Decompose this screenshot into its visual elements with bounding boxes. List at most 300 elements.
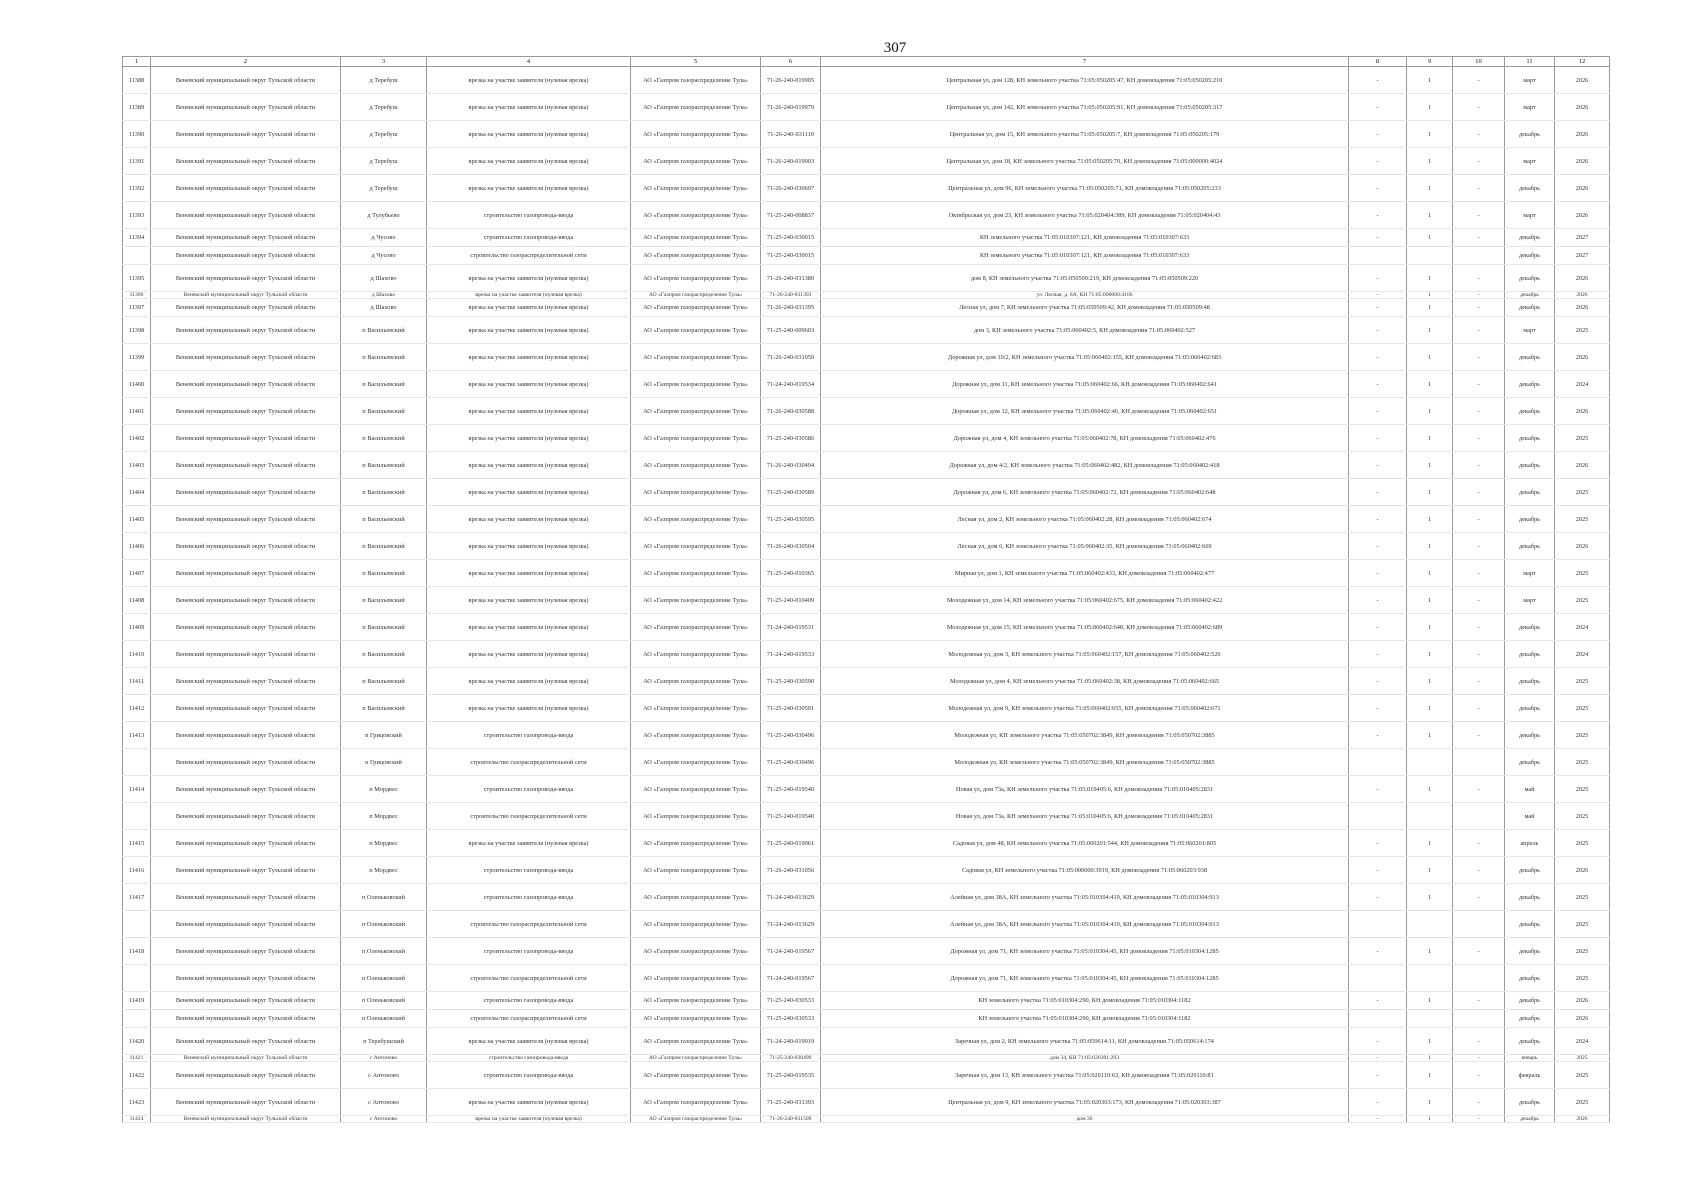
cell-month: декабрь: [1505, 1089, 1555, 1116]
cell-col-10: -: [1453, 587, 1505, 614]
cell-month: декабрь: [1505, 425, 1555, 452]
cell-settlement: п Мордвес: [341, 830, 427, 857]
cell-count: 1: [1407, 776, 1453, 803]
cell-application-number: 71-25-240-030591: [761, 695, 821, 722]
cell-application-number: 71-25-240-019061: [761, 830, 821, 857]
cell-work-type: строительство газопровода-ввода: [427, 1062, 631, 1089]
cell-year: 2025: [1555, 425, 1610, 452]
cell-municipality: Веневский муниципальный округ Тульской области: [151, 938, 341, 965]
cell-application-number: 71-24-240-019531: [761, 614, 821, 641]
cell-col-10: -: [1453, 776, 1505, 803]
cell-col-8: -: [1349, 148, 1407, 175]
cell-municipality: Веневский муниципальный округ Тульской области: [151, 641, 341, 668]
cell-work-type: строительство газораспределительной сети: [427, 1010, 631, 1028]
cell-count: 1: [1407, 371, 1453, 398]
cell-address: КН земельного участка 71:05:010304:290, КН домовладения 71:05:010304:1182: [821, 992, 1349, 1010]
cell-year: 2026: [1555, 344, 1610, 371]
cell-organization: АО «Газпром газораспределение Тула»: [631, 344, 761, 371]
cell-address: Молодежная ул, дом 14, КН земельного участка 71:05:060402:675, КН домовладения 71:05:060402:422: [821, 587, 1349, 614]
cell-col-8: -: [1349, 344, 1407, 371]
cell-work-type: строительство газопровода-ввода: [427, 884, 631, 911]
cell-application-number: 71-25-240-030015: [761, 247, 821, 265]
cell-settlement: с Антоново: [341, 1089, 427, 1116]
cell-year: 2025: [1555, 938, 1610, 965]
cell-year: 2026: [1555, 292, 1610, 299]
cell-year: 2026: [1555, 533, 1610, 560]
cell-organization: АО «Газпром газораспределение Тула»: [631, 299, 761, 317]
cell-work-type: врезка на участке заявителя (нулевая врезка): [427, 668, 631, 695]
cell-count: 1: [1407, 857, 1453, 884]
cell-municipality: Веневский муниципальный округ Тульской области: [151, 121, 341, 148]
cell-col-10: -: [1453, 299, 1505, 317]
cell-month: декабрь: [1505, 175, 1555, 202]
cell-settlement: д Теребуш: [341, 67, 427, 94]
cell-col-8: -: [1349, 1116, 1407, 1123]
cell-col-10: -: [1453, 506, 1505, 533]
cell-municipality: Веневский муниципальный округ Тульской области: [151, 749, 341, 776]
cell-settlement: п Васильевский: [341, 587, 427, 614]
cell-month: декабрь: [1505, 506, 1555, 533]
cell-row-number: 11393: [123, 202, 151, 229]
cell-col-8: [1349, 803, 1407, 830]
cell-year: 2026: [1555, 265, 1610, 292]
cell-organization: АО «Газпром газораспределение Тула»: [631, 857, 761, 884]
cell-organization: АО «Газпром газораспределение Тула»: [631, 749, 761, 776]
cell-work-type: врезка на участке заявителя (нулевая врезка): [427, 506, 631, 533]
cell-count: [1407, 749, 1453, 776]
cell-row-number: 11398: [123, 317, 151, 344]
table-row: [123, 1010, 1610, 1028]
cell-work-type: врезка на участке заявителя (нулевая врезка): [427, 425, 631, 452]
cell-col-10: -: [1453, 148, 1505, 175]
cell-month: май: [1505, 803, 1555, 830]
column-header-5: 5: [631, 57, 761, 67]
cell-col-8: [1349, 247, 1407, 265]
cell-organization: АО «Газпром газораспределение Тула»: [631, 229, 761, 247]
cell-municipality: Веневский муниципальный округ Тульской области: [151, 722, 341, 749]
cell-address: Дорожная ул, дом 4, КН земельного участка 71:05:060402:78, КН домовладения 71:05:060402:476: [821, 425, 1349, 452]
page-number: 307: [883, 40, 907, 56]
cell-col-10: -: [1453, 425, 1505, 452]
cell-organization: АО «Газпром газораспределение Тула»: [631, 479, 761, 506]
cell-year: 2024: [1555, 641, 1610, 668]
cell-address: Заречная ул, дом 2, КН земельного участка 71:05:050614:11, КН домовладения 71:05:050614:174: [821, 1028, 1349, 1055]
cell-settlement: п Васильевский: [341, 533, 427, 560]
cell-settlement: д Теребуш: [341, 148, 427, 175]
cell-settlement: п Васильевский: [341, 398, 427, 425]
cell-col-10: -: [1453, 344, 1505, 371]
table-row: [123, 587, 1610, 614]
cell-year: 2025: [1555, 668, 1610, 695]
cell-address: КН земельного участка 71:05:010304:290, КН домовладения 71:05:010304:1182: [821, 1010, 1349, 1028]
cell-month: декабрь: [1505, 292, 1555, 299]
cell-settlement: п Оленьковский: [341, 992, 427, 1010]
cell-col-10: [1453, 749, 1505, 776]
cell-organization: АО «Газпром газораспределение Тула»: [631, 265, 761, 292]
cell-month: декабрь: [1505, 1116, 1555, 1123]
cell-municipality: Веневский муниципальный округ Тульской области: [151, 776, 341, 803]
cell-count: 1: [1407, 398, 1453, 425]
cell-organization: АО «Газпром газораспределение Тула»: [631, 1062, 761, 1089]
cell-col-8: -: [1349, 265, 1407, 292]
cell-organization: АО «Газпром газораспределение Тула»: [631, 425, 761, 452]
cell-municipality: Веневский муниципальный округ Тульской области: [151, 668, 341, 695]
cell-col-10: -: [1453, 992, 1505, 1010]
table-row: [123, 695, 1610, 722]
cell-year: 2026: [1555, 94, 1610, 121]
cell-municipality: Веневский муниципальный округ Тульской области: [151, 1116, 341, 1123]
cell-address: Лесная ул, дом 7, КН земельного участка 71:05:050509:42, КН домовладения 71:05:050509:48: [821, 299, 1349, 317]
cell-work-type: врезка на участке заявителя (нулевая врезка): [427, 398, 631, 425]
cell-month: декабрь: [1505, 992, 1555, 1010]
cell-organization: АО «Газпром газораспределение Тула»: [631, 587, 761, 614]
cell-address: Дорожная ул, дом 71, КН земельного участка 71:05:010304:45, КН домовладения 71:05:010304:1285: [821, 965, 1349, 992]
cell-municipality: Веневский муниципальный округ Тульской области: [151, 884, 341, 911]
cell-col-8: -: [1349, 506, 1407, 533]
cell-col-10: -: [1453, 452, 1505, 479]
cell-row-number: 11410: [123, 641, 151, 668]
cell-settlement: п Васильевский: [341, 344, 427, 371]
cell-year: 2026: [1555, 148, 1610, 175]
cell-col-8: -: [1349, 292, 1407, 299]
cell-month: декабрь: [1505, 614, 1555, 641]
cell-col-10: -: [1453, 67, 1505, 94]
cell-settlement: д Теребуш: [341, 175, 427, 202]
cell-count: [1407, 247, 1453, 265]
cell-col-8: -: [1349, 560, 1407, 587]
cell-month: март: [1505, 317, 1555, 344]
cell-col-8: -: [1349, 830, 1407, 857]
cell-month: декабрь: [1505, 452, 1555, 479]
cell-application-number: 71-25-240-030586: [761, 425, 821, 452]
cell-application-number: 71-24-240-013629: [761, 884, 821, 911]
cell-col-10: [1453, 1010, 1505, 1028]
cell-settlement: п Васильевский: [341, 695, 427, 722]
cell-municipality: Веневский муниципальный округ Тульской области: [151, 533, 341, 560]
cell-year: 2024: [1555, 371, 1610, 398]
cell-col-8: -: [1349, 452, 1407, 479]
cell-col-8: -: [1349, 67, 1407, 94]
table-row: [123, 121, 1610, 148]
cell-application-number: 71-25-240-009603: [761, 317, 821, 344]
cell-work-type: врезка на участке заявителя (нулевая врезка): [427, 344, 631, 371]
cell-organization: АО «Газпром газораспределение Тула»: [631, 398, 761, 425]
cell-application-number: 71-25-240-030496: [761, 749, 821, 776]
cell-address: Новая ул, дом 73а, КН земельного участка 71:05:010405:6, КН домовладения 71:05:010405:2831: [821, 803, 1349, 830]
cell-col-10: [1453, 803, 1505, 830]
cell-organization: АО «Газпром газораспределение Тула»: [631, 1089, 761, 1116]
column-header-7: 7: [821, 57, 1349, 67]
cell-row-number: 11403: [123, 452, 151, 479]
cell-address: Мирная ул, дом 1, КН земельного участка 71:05:060402:433, КН домовладения 71:05:060402:477: [821, 560, 1349, 587]
cell-settlement: п Васильевский: [341, 425, 427, 452]
cell-organization: АО «Газпром газораспределение Тула»: [631, 560, 761, 587]
cell-year: 2025: [1555, 749, 1610, 776]
cell-application-number: 71-26-240-031050: [761, 344, 821, 371]
cell-address: КН земельного участка 71:05:010307:121, КН домовладения 71:05:010307:633: [821, 229, 1349, 247]
cell-count: 1: [1407, 299, 1453, 317]
cell-work-type: врезка на участке заявителя (нулевая врезка): [427, 614, 631, 641]
cell-col-10: -: [1453, 121, 1505, 148]
cell-month: декабрь: [1505, 229, 1555, 247]
cell-col-10: -: [1453, 614, 1505, 641]
table-row: [123, 299, 1610, 317]
cell-organization: АО «Газпром газораспределение Тула»: [631, 803, 761, 830]
cell-settlement: п Оленьковский: [341, 1010, 427, 1028]
cell-application-number: 71-26-240-031110: [761, 121, 821, 148]
cell-organization: АО «Газпром газораспределение Тула»: [631, 884, 761, 911]
cell-application-number: 71-25-240-030496: [761, 722, 821, 749]
cell-work-type: врезка на участке заявителя (нулевая врезка): [427, 371, 631, 398]
cell-work-type: врезка на участке заявителя (нулевая врезка): [427, 695, 631, 722]
cell-municipality: Веневский муниципальный округ Тульской области: [151, 425, 341, 452]
cell-municipality: Веневский муниципальный округ Тульской области: [151, 175, 341, 202]
cell-year: 2025: [1555, 1055, 1610, 1062]
cell-work-type: строительство газораспределительной сети: [427, 749, 631, 776]
cell-application-number: 71-25-240-019540: [761, 776, 821, 803]
table-row: [123, 965, 1610, 992]
cell-month: декабрь: [1505, 722, 1555, 749]
cell-organization: АО «Газпром газораспределение Тула»: [631, 668, 761, 695]
cell-row-number: 11395: [123, 265, 151, 292]
cell-month: декабрь: [1505, 371, 1555, 398]
cell-month: декабрь: [1505, 344, 1555, 371]
cell-col-8: -: [1349, 695, 1407, 722]
cell-address: Молодежная ул, КН земельного участка 71:05:050702:3849, КН домовладения 71:05:050702:3885: [821, 749, 1349, 776]
cell-col-8: -: [1349, 398, 1407, 425]
cell-application-number: 71-25-240-030533: [761, 1010, 821, 1028]
cell-settlement: п Васильевский: [341, 479, 427, 506]
cell-settlement: п Теребушский: [341, 1028, 427, 1055]
cell-row-number: 11424: [123, 1116, 151, 1123]
cell-col-8: -: [1349, 229, 1407, 247]
cell-row-number: 11404: [123, 479, 151, 506]
cell-application-number: 71-25-240-030595: [761, 506, 821, 533]
cell-year: 2027: [1555, 247, 1610, 265]
table-row: [123, 722, 1610, 749]
cell-col-10: -: [1453, 533, 1505, 560]
cell-year: 2026: [1555, 398, 1610, 425]
cell-settlement: д Чусово: [341, 247, 427, 265]
cell-month: март: [1505, 202, 1555, 229]
cell-col-8: -: [1349, 668, 1407, 695]
cell-month: февраль: [1505, 1062, 1555, 1089]
cell-application-number: 71-24-240-019533: [761, 641, 821, 668]
cell-organization: АО «Газпром газораспределение Тула»: [631, 1055, 761, 1062]
cell-count: 1: [1407, 884, 1453, 911]
cell-application-number: 71-25-240-010365: [761, 560, 821, 587]
cell-application-number: 71-25-240-008837: [761, 202, 821, 229]
table-row: [123, 247, 1610, 265]
cell-municipality: Веневский муниципальный округ Тульской области: [151, 67, 341, 94]
cell-row-number: 11418: [123, 938, 151, 965]
cell-col-8: -: [1349, 938, 1407, 965]
cell-application-number: 71-24-240-019567: [761, 965, 821, 992]
table-row: [123, 803, 1610, 830]
cell-organization: АО «Газпром газораспределение Тула»: [631, 992, 761, 1010]
cell-col-10: -: [1453, 94, 1505, 121]
cell-organization: АО «Газпром газораспределение Тула»: [631, 1028, 761, 1055]
cell-organization: АО «Газпром газораспределение Тула»: [631, 1010, 761, 1028]
cell-address: Садовая ул, дом 48, КН земельного участка 71:05:060201:544, КН домовладения 71:05:060201:805: [821, 830, 1349, 857]
table-row: [123, 371, 1610, 398]
cell-municipality: Веневский муниципальный округ Тульской области: [151, 247, 341, 265]
cell-organization: АО «Газпром газораспределение Тула»: [631, 67, 761, 94]
cell-year: 2025: [1555, 830, 1610, 857]
cell-year: 2025: [1555, 776, 1610, 803]
cell-count: 1: [1407, 94, 1453, 121]
cell-work-type: строительство газопровода-ввода: [427, 202, 631, 229]
cell-year: 2025: [1555, 317, 1610, 344]
cell-application-number: 71-25-240-030533: [761, 992, 821, 1010]
column-header-11: 11: [1505, 57, 1555, 67]
cell-col-8: -: [1349, 857, 1407, 884]
cell-month: декабрь: [1505, 641, 1555, 668]
cell-application-number: 71-24-240-019534: [761, 371, 821, 398]
cell-count: 1: [1407, 641, 1453, 668]
table-row: [123, 938, 1610, 965]
table-row: [123, 857, 1610, 884]
cell-settlement: д Шахово: [341, 292, 427, 299]
cell-count: 1: [1407, 1028, 1453, 1055]
cell-municipality: Веневский муниципальный округ Тульской области: [151, 265, 341, 292]
cell-row-number: [123, 803, 151, 830]
cell-count: 1: [1407, 722, 1453, 749]
cell-settlement: п Васильевский: [341, 668, 427, 695]
cell-settlement: п Оленьковский: [341, 938, 427, 965]
cell-municipality: Веневский муниципальный округ Тульской области: [151, 965, 341, 992]
cell-row-number: 11397: [123, 299, 151, 317]
cell-year: 2025: [1555, 587, 1610, 614]
cell-col-8: [1349, 911, 1407, 938]
cell-count: [1407, 911, 1453, 938]
cell-work-type: врезка на участке заявителя (нулевая врезка): [427, 587, 631, 614]
cell-work-type: врезка на участке заявителя (нулевая врезка): [427, 292, 631, 299]
cell-work-type: строительство газопровода-ввода: [427, 722, 631, 749]
cell-application-number: 71-26-240-019903: [761, 148, 821, 175]
cell-application-number: 71-26-240-031509: [761, 1116, 821, 1123]
cell-col-10: -: [1453, 1116, 1505, 1123]
cell-municipality: Веневский муниципальный округ Тульской области: [151, 830, 341, 857]
cell-municipality: Веневский муниципальный округ Тульской области: [151, 202, 341, 229]
cell-application-number: 71-26-240-031393: [761, 292, 821, 299]
cell-year: 2026: [1555, 67, 1610, 94]
cell-work-type: строительство газораспределительной сети: [427, 911, 631, 938]
cell-settlement: с Антоново: [341, 1116, 427, 1123]
cell-col-8: -: [1349, 479, 1407, 506]
cell-address: дом 34, КН 71:05:020301:293: [821, 1055, 1349, 1062]
cell-row-number: 11401: [123, 398, 151, 425]
cell-municipality: Веневский муниципальный округ Тульской области: [151, 911, 341, 938]
column-header-3: 3: [341, 57, 427, 67]
cell-col-8: -: [1349, 1089, 1407, 1116]
cell-settlement: п Мордвес: [341, 857, 427, 884]
cell-month: декабрь: [1505, 247, 1555, 265]
cell-month: декабрь: [1505, 299, 1555, 317]
cell-year: 2026: [1555, 992, 1610, 1010]
cell-row-number: 11409: [123, 614, 151, 641]
cell-year: 2025: [1555, 506, 1610, 533]
cell-count: 1: [1407, 452, 1453, 479]
cell-work-type: врезка на участке заявителя (нулевая врезка): [427, 148, 631, 175]
cell-address: Лесная ул, дом 6, КН земельного участка 71:05:060402:35, КН домовладения 71:05:060402:669: [821, 533, 1349, 560]
cell-application-number: 71-25-240-030590: [761, 668, 821, 695]
cell-col-10: -: [1453, 641, 1505, 668]
cell-count: 1: [1407, 121, 1453, 148]
cell-work-type: врезка на участке заявителя (нулевая врезка): [427, 830, 631, 857]
cell-organization: АО «Газпром газораспределение Тула»: [631, 1116, 761, 1123]
cell-municipality: Веневский муниципальный округ Тульской области: [151, 292, 341, 299]
cell-count: 1: [1407, 344, 1453, 371]
column-header-12: 12: [1555, 57, 1610, 67]
cell-col-10: -: [1453, 830, 1505, 857]
cell-work-type: врезка на участке заявителя (нулевая врезка): [427, 67, 631, 94]
cell-work-type: строительство газопровода-ввода: [427, 992, 631, 1010]
cell-application-number: 71-25-240-030499: [761, 1055, 821, 1062]
cell-municipality: Веневский муниципальный округ Тульской области: [151, 371, 341, 398]
cell-work-type: врезка на участке заявителя (нулевая врезка): [427, 1028, 631, 1055]
cell-year: 2025: [1555, 722, 1610, 749]
cell-organization: АО «Газпром газораспределение Тула»: [631, 506, 761, 533]
cell-count: 1: [1407, 614, 1453, 641]
cell-year: 2026: [1555, 202, 1610, 229]
column-header-6: 6: [761, 57, 821, 67]
cell-municipality: Веневский муниципальный округ Тульской области: [151, 317, 341, 344]
cell-col-8: -: [1349, 1028, 1407, 1055]
cell-municipality: Веневский муниципальный округ Тульской области: [151, 614, 341, 641]
cell-row-number: 11414: [123, 776, 151, 803]
cell-month: март: [1505, 94, 1555, 121]
cell-col-8: -: [1349, 1062, 1407, 1089]
cell-address: Центральная ул, дом 18, КН земельного участка 71:05:050205:70, КН домовладения 71:05:000000:4024: [821, 148, 1349, 175]
cell-work-type: строительство газопровода-ввода: [427, 776, 631, 803]
column-header-2: 2: [151, 57, 341, 67]
cell-address: Лесная ул, дом 2, КН земельного участка 71:05:060402:28, КН домовладения 71:05:060402:674: [821, 506, 1349, 533]
cell-settlement: п Васильевский: [341, 452, 427, 479]
cell-month: май: [1505, 776, 1555, 803]
cell-municipality: Веневский муниципальный округ Тульской области: [151, 992, 341, 1010]
cell-col-8: -: [1349, 614, 1407, 641]
table-row: [123, 425, 1610, 452]
cell-municipality: Веневский муниципальный округ Тульской области: [151, 229, 341, 247]
cell-count: 1: [1407, 479, 1453, 506]
cell-address: Дорожная ул, дом 4/2, КН земельного участка 71:05:060402:482, КН домовладения 71:05:060402:418: [821, 452, 1349, 479]
cell-application-number: 71-26-240-030588: [761, 398, 821, 425]
cell-year: 2026: [1555, 857, 1610, 884]
cell-year: 2026: [1555, 452, 1610, 479]
cell-work-type: врезка на участке заявителя (нулевая врезка): [427, 94, 631, 121]
cell-count: 1: [1407, 202, 1453, 229]
cell-settlement: д Чусово: [341, 229, 427, 247]
cell-settlement: д Тулубьево: [341, 202, 427, 229]
cell-organization: АО «Газпром газораспределение Тула»: [631, 121, 761, 148]
cell-count: 1: [1407, 229, 1453, 247]
cell-work-type: строительство газораспределительной сети: [427, 965, 631, 992]
cell-month: декабрь: [1505, 938, 1555, 965]
cell-work-type: врезка на участке заявителя (нулевая врезка): [427, 452, 631, 479]
cell-address: Молодежная ул, дом 3, КН земельного участка 71:05:060402:157, КН домовладения 71:05:060402:526: [821, 641, 1349, 668]
cell-count: [1407, 803, 1453, 830]
cell-municipality: Веневский муниципальный округ Тульской области: [151, 803, 341, 830]
cell-address: Алейная ул, дом 38А, КН земельного участка 71:05:010304:419, КН домовладения 71:05:010304:913: [821, 911, 1349, 938]
cell-organization: АО «Газпром газораспределение Тула»: [631, 533, 761, 560]
cell-work-type: врезка на участке заявителя (нулевая врезка): [427, 560, 631, 587]
cell-col-8: -: [1349, 121, 1407, 148]
cell-settlement: п Васильевский: [341, 506, 427, 533]
cell-count: 1: [1407, 1055, 1453, 1062]
cell-row-number: [123, 1010, 151, 1028]
table-row: [123, 292, 1610, 299]
